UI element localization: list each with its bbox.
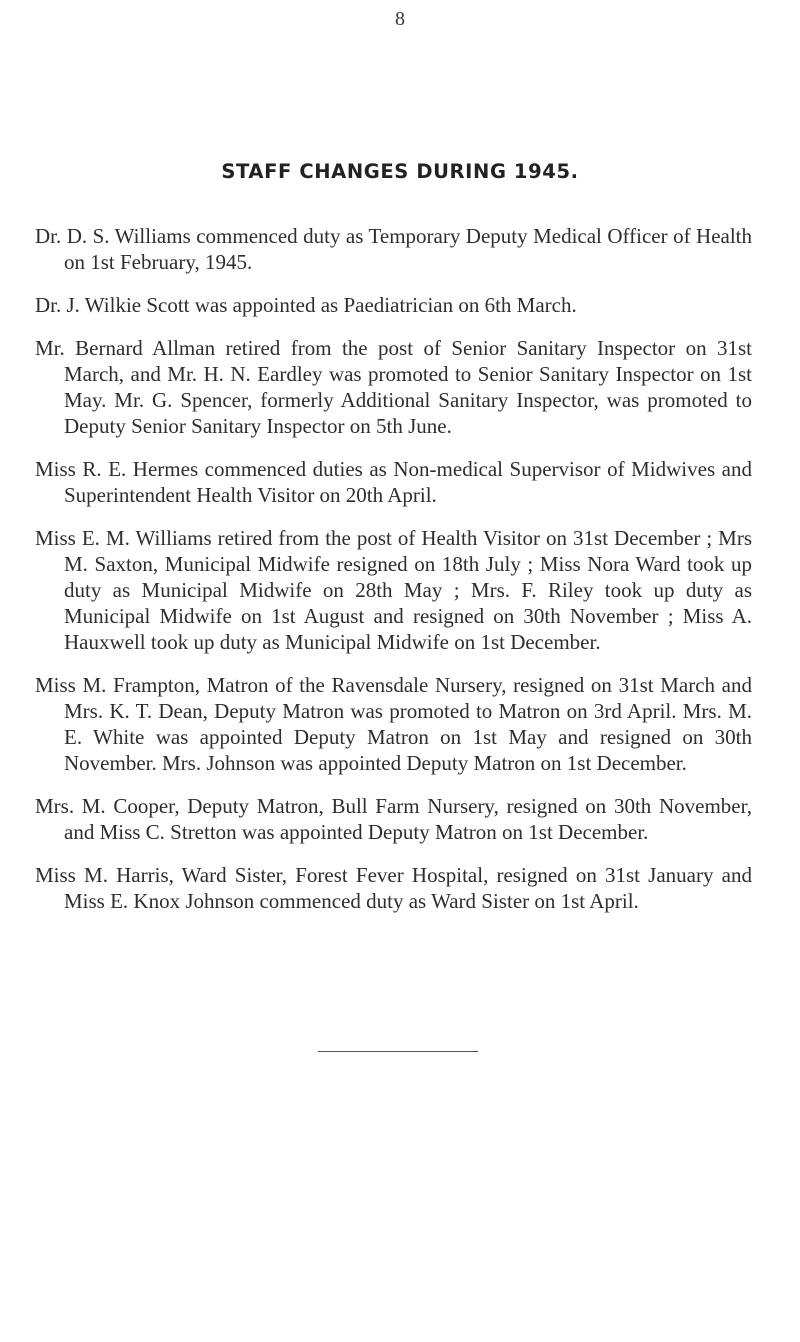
page-number: 8 <box>395 8 405 30</box>
staff-changes-list <box>0 223 800 931</box>
entry-forest-fever-hospital: Miss M. Harris, Ward Sister, Forest Fever Hospital, resigned on 31st January and Miss E. Knox Johnson commenced duty as Ward Sister on 1st April. <box>35 863 752 913</box>
entry-sanitary-inspectors: Mr. Bernard Allman retired from the post of Senior Sanitary Inspector on 31st March, and Mr. H. N. Eardley was promoted to Senior Sanitary Inspector on 1st May. Mr. G. Spencer, formerly Additional Sanitary Inspector, was promoted to Deputy Senior Sanitary Inspector on 5th June. <box>35 336 752 438</box>
entry-supervisor-of-midwives: Miss R. E. Hermes commenced duties as Non-medical Supervisor of Midwives and Superintendent Health Visitor on 20th April. <box>35 457 752 507</box>
entry-health-visitors-midwives: Miss E. M. Williams retired from the post of Health Visitor on 31st December ; Mrs M. Saxton, Municipal Midwife resigned on 18th July ; Miss Nora Ward took up duty as Municipal Midwife on 28th May ; Mrs. F. Riley took up duty as Municipal Midwife on 1st August and resigned on 30th November ; Miss A. Hauxwell took up duty as Municipal Midwife on 1st December. <box>35 526 752 654</box>
entry-deputy-medical-officer: Dr. D. S. Williams commenced duty as Temporary Deputy Medical Officer of Health on 1st February, 1945. <box>35 224 752 274</box>
entry-bull-farm-nursery: Mrs. M. Cooper, Deputy Matron, Bull Farm Nursery, resigned on 30th November, and Miss C. Stretton was appointed Deputy Matron on 1st December. <box>35 794 752 844</box>
page-title: STAFF CHANGES DURING 1945. <box>221 160 579 183</box>
section-divider <box>318 1051 478 1052</box>
entry-paediatrician: Dr. J. Wilkie Scott was appointed as Paediatrician on 6th March. <box>35 293 577 317</box>
entry-ravensdale-nursery: Miss M. Frampton, Matron of the Ravensdale Nursery, resigned on 31st March and Mrs. K. T. Dean, Deputy Matron was promoted to Matron on 3rd April. Mrs. M. E. White was appointed Deputy Matron on 1st May and resigned on 30th November. Mrs. Johnson was appointed Deputy Matron on 1st December. <box>35 673 752 775</box>
